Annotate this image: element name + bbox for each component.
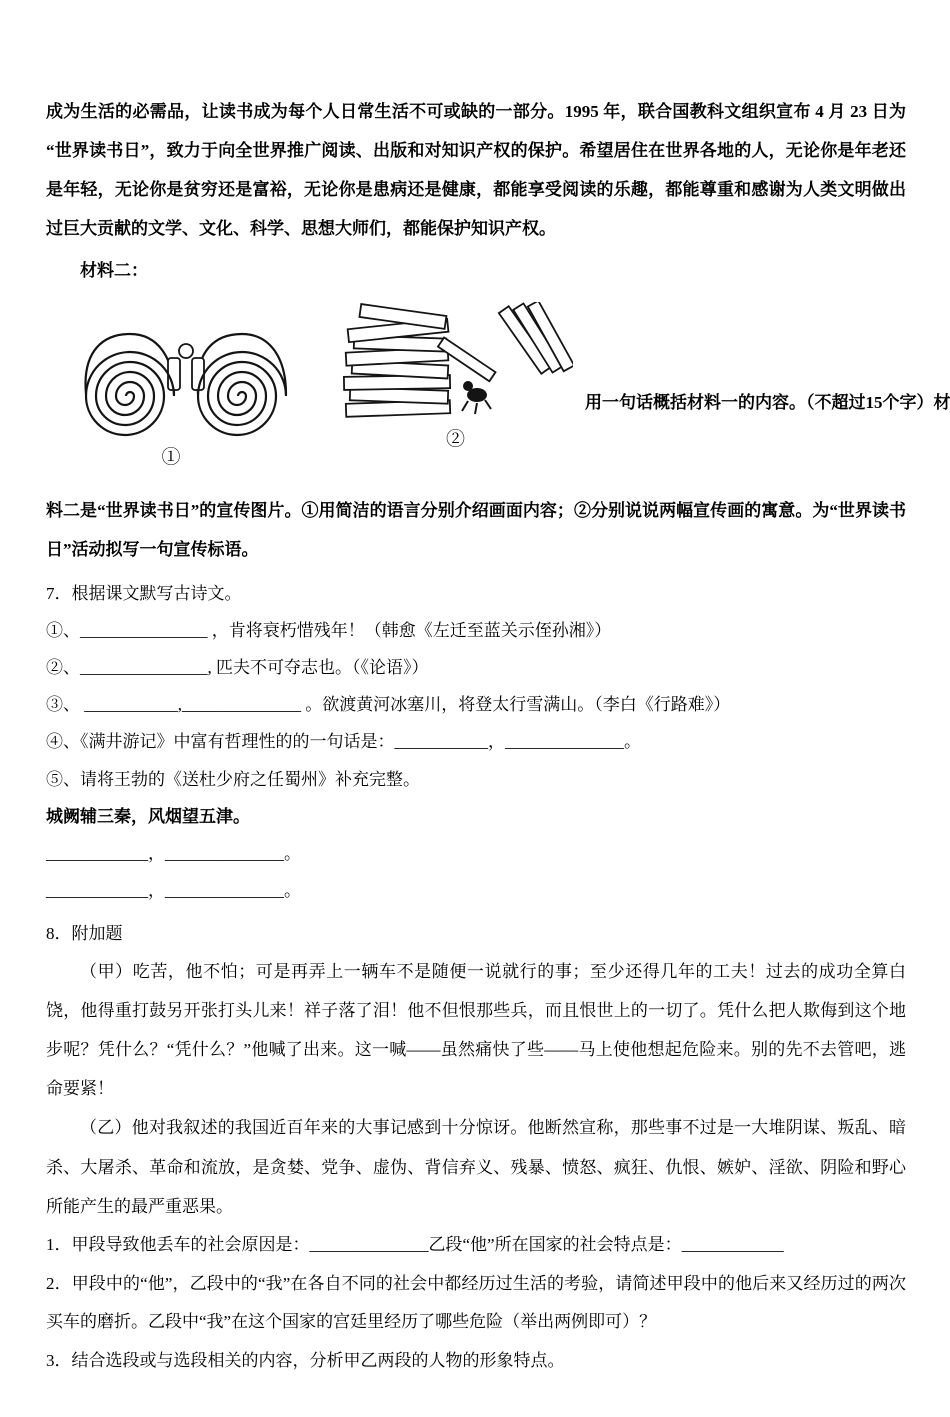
scroll-binoculars-image bbox=[46, 302, 296, 442]
material-1-summary-instruction: 用一句话概括材料一的内容。（不超过15个字）材 bbox=[585, 392, 950, 412]
book-stack-image bbox=[338, 302, 573, 424]
intro-paragraph: 成为生活的必需品，让读书成为每个人日常生活不可或缺的一部分。1995 年，联合国教科文组织宣布 4 月 23 日为“世界读书日”，致力于向全世界推广阅读、出版和对知识产权的保护。希望居住在世界各地的人，无论你是年老还是年轻，无论你是贫穷还是富裕，无论你是患病还是健康，都能享受阅读的乐趣，都能尊重和感谢为人类文明做出过巨大贡献的文学、文化、科学、思想大师们，都能保护知识产权。 bbox=[46, 102, 906, 239]
q7-item-3: ③、 ___________,______________ 。欲渡黄河冰塞川，将登太行雪满山。（李白《行路难》） bbox=[46, 695, 731, 715]
passage-jia: （甲）吃苦，他不怕；可是再弄上一辆车不是随便一说就行的事；至少还得几年的工夫！过去的成功全算白饶，他得重打鼓另开张打头儿来！祥子落了泪！他不但恨那些兵，而且恨世上的一切了。凭什么把人欺侮到这个地步呢？凭什么？“凭什么？”他喊了出来。这一喊——虽然痛快了些——马上使他想起危险来。别的先不去管吧，逃命要紧！ bbox=[46, 962, 906, 1099]
figure-2 bbox=[338, 302, 573, 449]
climbing-figure-icon bbox=[462, 381, 491, 414]
q8-sub-question-2: 2．甲段中的“他”，乙段中的“我”在各自不同的社会中都经历过生活的考验，请简述甲段中的他后来又经历过的两次买车的磨折。乙段中“我”在这个国家的宫廷里经历了哪些危险（举出两例即可）？ bbox=[46, 1273, 906, 1332]
q7-item-5: ⑤、请将王勃的《送杜少府之任蜀州》补充完整。 bbox=[46, 769, 420, 789]
figure-2-number: ② bbox=[445, 428, 465, 450]
q7-item-4: ④、《满井游记》中富有哲理性的的一句话是：___________，______________。 bbox=[46, 732, 641, 752]
q7-item-2: ②、_______________, 匹夫不可夺志也。（《论语》） bbox=[46, 658, 429, 678]
poem-blank-line-2: ____________，______________。 bbox=[46, 880, 301, 900]
passage-yi: （乙）他对我叙述的我国近百年来的大事记感到十分惊讶。他断然宣称，那些事不过是一大堆阴谋、叛乱、暗杀、大屠杀、革命和流放，是贪婪、党争、虚伪、背信弃义、残暴、愤怒、疯狂、仇恨、嫉妒、淫欲、阴险和野心所能产生的最严重恶果。 bbox=[46, 1118, 906, 1216]
question-8-section bbox=[46, 915, 906, 1381]
poem-first-line: 城阙辅三秦，风烟望五津。 bbox=[46, 806, 250, 826]
figure-row bbox=[46, 302, 950, 468]
question-7-title: 7．根据课文默写古诗文。 bbox=[46, 583, 242, 603]
question-8-title: 8．附加题 bbox=[46, 923, 123, 943]
q7-item-1: ①、_______________ ，肯将衰朽惜残年！（韩愈《左迁至蓝关示侄孙湘》） bbox=[46, 621, 612, 641]
material-2-instructions: 料二是“世界读书日”的宣传图片。①用简洁的语言分别介绍画面内容；②分别说说两幅宣传画的寓意。为“世界读书日”活动拟写一句宣传标语。 bbox=[46, 500, 906, 559]
poem-blank-line-1: ____________，______________。 bbox=[46, 843, 301, 863]
figure-1 bbox=[46, 302, 296, 467]
q8-sub-question-3: 3．结合选段或与选段相关的内容，分析甲乙两段的人物的形象特点。 bbox=[46, 1351, 565, 1371]
q8-sub-question-1: 1．甲段导致他丢车的社会原因是：______________乙段“他”所在国家的社会特点是：____________ bbox=[46, 1234, 784, 1254]
material-2-label: 材料二： bbox=[80, 261, 148, 281]
figure-1-number: ① bbox=[161, 446, 181, 468]
question-7-section bbox=[46, 575, 906, 909]
